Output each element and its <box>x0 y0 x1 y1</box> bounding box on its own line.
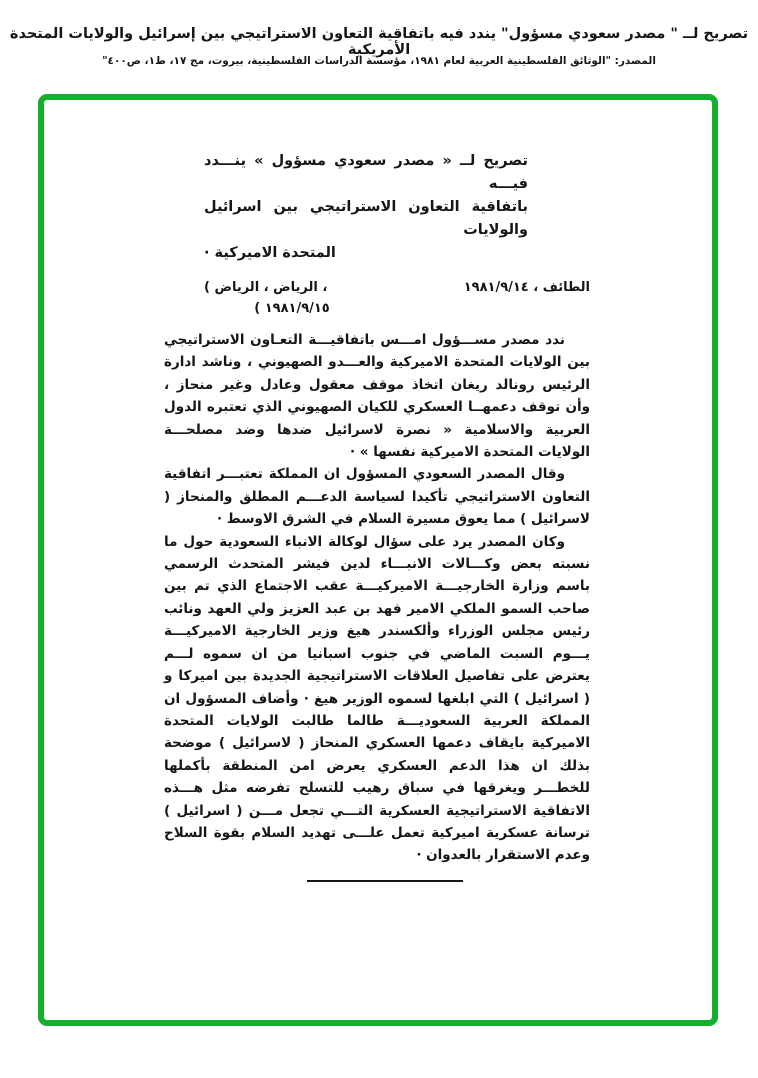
dateline-secondary-line-1: ( الرياض ، الرياض ، <box>204 280 328 295</box>
article-paragraph-2: وقال المصدر السعودي المسؤول ان المملكة تعتبـــر اتفاقية التعاون الاستراتيجي تأكيدا لسياسة الدعـــم المطلق والمنحاز ( لاسرائيل ) مما يعوق مسيرة السلام في الشرق الاوسط · <box>164 466 590 528</box>
end-of-article-rule <box>307 880 463 882</box>
document-header-title: تصريح لــ " مصدر سعودي مسؤول" يندد فيه باتفاقية التعاون الاستراتيجي بين إسرائيل والولايات المتحدة الأمريكية <box>9 26 749 58</box>
dateline <box>164 277 590 319</box>
article-title-line-3: المتحدة الاميركية · <box>204 245 336 261</box>
dateline-secondary-line-2: ( ١٩٨١/٩/١٥ <box>254 301 330 316</box>
article-title <box>204 150 528 265</box>
article-title-line-2: باتفاقية التعاون الاستراتيجي بين اسرائيل والولايات <box>204 199 528 238</box>
article-paragraph-1: ندد مصدر مســـؤول امـــس باتفاقيـــة التعـاون الاستراتيجي بين الولايات المتحدة الاميركية والعـــدو الصهيوني ، وناشد ادارة الرئيس رونالد ريغان اتخاذ موقف معقول وعادل وغير منحاز ، وأن توقف دعمهــا العسكري للكيان الصهيوني الذي تعتبره الدول العربية والاسلامية « نصرة لاسرائيل ضدها وضد مصلحـــة الولايات المتحدة الاميركية نفسها » · <box>164 332 590 461</box>
scanned-document-text <box>164 150 590 882</box>
dateline-secondary-source <box>204 277 380 319</box>
article-title-line-1: تصريح لــ « مصدر سعودي مسؤول » ينـــدد فيـــه <box>204 153 528 192</box>
document-source-line: المصدر: "الوثائق الفلسطينية العربية لعام ١٩٨١، مؤسسة الدراسات الفلسطينية، بيروت، مج ١٧، ط١، ص٤٠٠" <box>102 55 656 67</box>
article-paragraph-3: وكان المصدر يرد على سؤال لوكالة الانباء السعودية حول ما نسبته بعض وكـــالات الانبـــاء لدين فيشر المتحدث الرسمي باسم وزارة الخارجيـــة الاميركيـــة عقب الاجتماع الذي تم بين صاحب السمو الملكي الامير فهد بن عبد العزيز ولي العهد ونائب رئيس مجلس الوزراء وألكسندر هيغ وزير الخارجية الاميركيـــة يـــوم السبت الماضي في جنوب اسبانيا من ان سموه لـــم يعترض على تفاصيل العلاقات الاستراتيجية الجديدة بين اميركا و ( اسرائيل ) التي ابلغها لسموه الوزير هيغ · وأضاف المسؤول ان المملكة العربية السعوديـــة طالما طالبت الولايات المتحدة الاميركية بايقاف دعمها العسكري المنحاز ( لاسرائيل ) موضحة بذلك ان هذا الدعم العسكري يعرض امن المنطقة بأكملها للخطـــر ويغرقها في سباق رهيب للتسلح تفرضه مثل هـــذه الاتفاقية الاستراتيجية العسكرية التـــي تجعل مـــن ( اسرائيل ) ترسانة عسكرية اميركية تعمل علـــى تهديد السلام بقوة السلاح وعدم الاستقرار بالعدوان · <box>164 533 590 864</box>
dateline-place-and-date: الطائف ، ١٩٨١/٩/١٤ <box>463 280 590 295</box>
